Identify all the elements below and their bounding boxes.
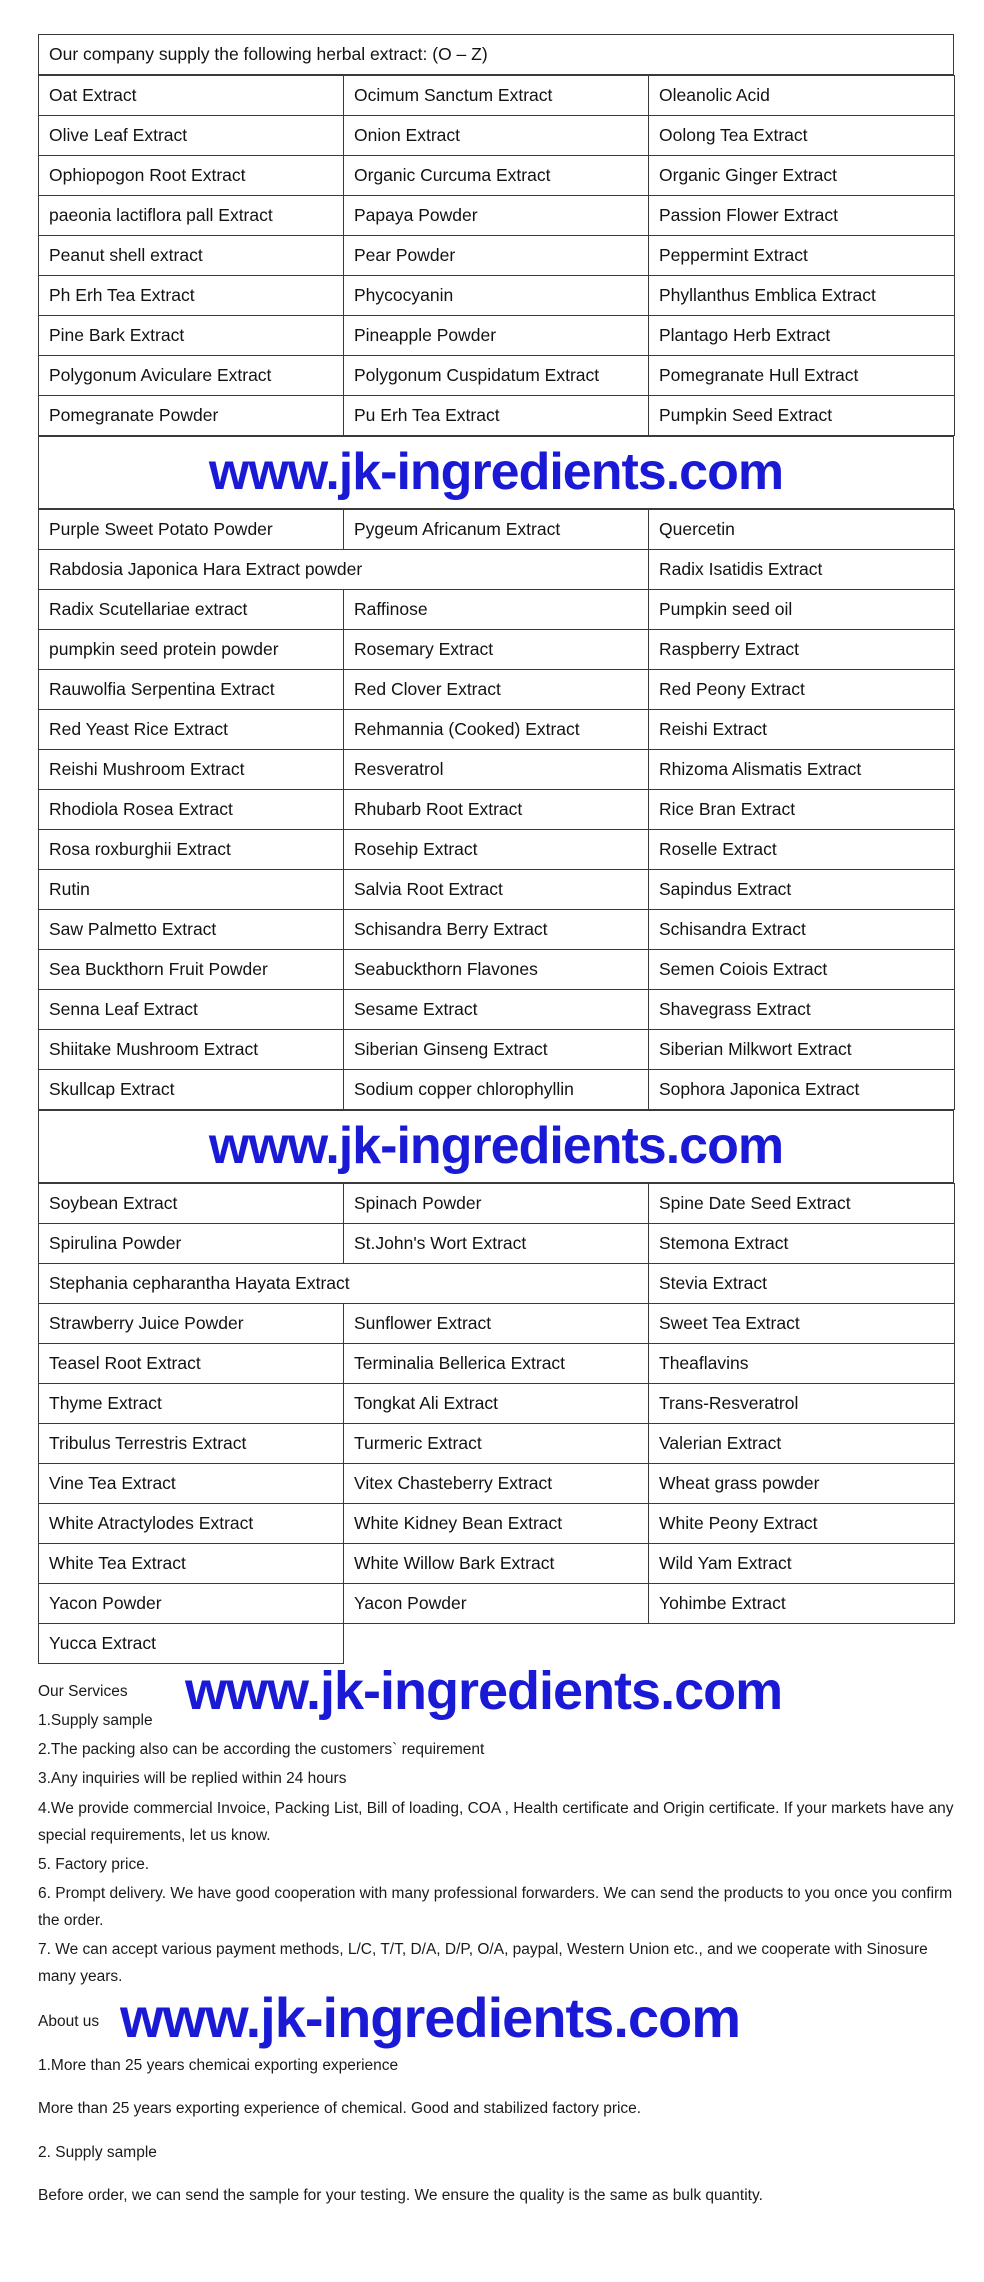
table-row	[39, 1304, 955, 1344]
product-cell: Raspberry Extract	[649, 630, 955, 670]
catalog-title-cell: Our company supply the following herbal extract: (O – Z)	[39, 35, 954, 75]
product-cell: White Willow Bark Extract	[344, 1544, 649, 1584]
product-cell: Wild Yam Extract	[649, 1544, 955, 1584]
product-cell: Spine Date Seed Extract	[649, 1184, 955, 1224]
product-cell: Olive Leaf Extract	[39, 116, 344, 156]
service-item: 5. Factory price.	[38, 1855, 150, 1873]
table-row	[39, 236, 955, 276]
watermark-text: www.jk-ingredients.com	[208, 443, 784, 501]
table-row	[39, 1264, 955, 1304]
product-cell: Senna Leaf Extract	[39, 990, 344, 1030]
product-cell: Pumpkin seed oil	[649, 590, 955, 630]
product-cell: Red Peony Extract	[649, 670, 955, 710]
product-cell: Pomegranate Powder	[39, 396, 344, 436]
table-row	[39, 1184, 955, 1224]
product-cell: White Atractylodes Extract	[39, 1504, 344, 1544]
table-row	[39, 276, 955, 316]
product-cell: Seabuckthorn Flavones	[344, 950, 649, 990]
watermark-cell	[39, 1111, 954, 1183]
service-item: 6. Prompt delivery. We have good cooperation with many professional forwarders. We can send the products to you once you confirm the order.	[38, 1884, 953, 1929]
product-cell: Stevia Extract	[649, 1264, 955, 1304]
product-cell: Thyme Extract	[39, 1384, 344, 1424]
table-row	[39, 1584, 955, 1624]
product-cell: Teasel Root Extract	[39, 1344, 344, 1384]
product-cell: Rutin	[39, 870, 344, 910]
product-cell: Sweet Tea Extract	[649, 1304, 955, 1344]
product-cell: Polygonum Cuspidatum Extract	[344, 356, 649, 396]
product-cell: Shiitake Mushroom Extract	[39, 1030, 344, 1070]
product-cell: Oat Extract	[39, 76, 344, 116]
product-cell: Quercetin	[649, 510, 955, 550]
product-cell: Red Yeast Rice Extract	[39, 710, 344, 750]
catalog-section-3-body	[39, 1184, 955, 1664]
table-row	[39, 790, 955, 830]
empty-cell	[649, 1624, 955, 1664]
table-row	[39, 830, 955, 870]
product-catalog-section-3	[38, 1183, 955, 1664]
product-cell: Yohimbe Extract	[649, 1584, 955, 1624]
empty-cell	[344, 1624, 649, 1664]
product-cell: St.John's Wort Extract	[344, 1224, 649, 1264]
product-cell: Yacon Powder	[39, 1584, 344, 1624]
product-cell: Yucca Extract	[39, 1624, 344, 1664]
table-row	[39, 116, 955, 156]
product-cell: Rhubarb Root Extract	[344, 790, 649, 830]
product-cell: Rosemary Extract	[344, 630, 649, 670]
table-row	[39, 550, 955, 590]
service-item: 4.We provide commercial Invoice, Packing List, Bill of loading, COA , Health certificate and Origin certificate. If your markets have any special requirements, let us know.	[38, 1799, 954, 1844]
product-cell: Stemona Extract	[649, 1224, 955, 1264]
product-cell: Passion Flower Extract	[649, 196, 955, 236]
product-cell: Plantago Herb Extract	[649, 316, 955, 356]
service-item: 2.The packing also can be according the customers` requirement	[38, 1741, 485, 1759]
product-cell: Sapindus Extract	[649, 870, 955, 910]
product-cell: Trans-Resveratrol	[649, 1384, 955, 1424]
product-catalog-section-1	[38, 75, 955, 436]
watermark-band-2	[38, 1110, 954, 1183]
product-cell: Schisandra Berry Extract	[344, 910, 649, 950]
table-row	[39, 1070, 955, 1110]
product-cell: Onion Extract	[344, 116, 649, 156]
product-catalog-table	[38, 34, 954, 75]
table-row	[39, 156, 955, 196]
product-cell: Resveratrol	[344, 750, 649, 790]
our-services-list	[38, 1707, 954, 1990]
table-row	[39, 670, 955, 710]
product-cell: Organic Ginger Extract	[649, 156, 955, 196]
watermark-band-2-body	[39, 1111, 954, 1183]
about-us-section	[38, 2008, 954, 2209]
table-row	[39, 76, 955, 116]
product-cell: Shavegrass Extract	[649, 990, 955, 1030]
table-row	[39, 510, 955, 550]
table-row	[39, 396, 955, 436]
product-cell: Polygonum Aviculare Extract	[39, 356, 344, 396]
product-cell: Pomegranate Hull Extract	[649, 356, 955, 396]
watermark-cell	[39, 437, 954, 509]
table-row	[39, 950, 955, 990]
product-cell: Rhodiola Rosea Extract	[39, 790, 344, 830]
product-cell: Purple Sweet Potato Powder	[39, 510, 344, 550]
table-row	[39, 870, 955, 910]
product-cell: Valerian Extract	[649, 1424, 955, 1464]
product-cell: Rabdosia Japonica Hara Extract powder	[39, 550, 649, 590]
product-cell: Rhizoma Alismatis Extract	[649, 750, 955, 790]
product-cell: Pineapple Powder	[344, 316, 649, 356]
product-cell: Tongkat Ali Extract	[344, 1384, 649, 1424]
table-row	[39, 990, 955, 1030]
watermark-overlay-1: www.jk-ingredients.com	[185, 1661, 783, 1721]
product-cell: Sesame Extract	[344, 990, 649, 1030]
product-cell: pumpkin seed protein powder	[39, 630, 344, 670]
product-cell: Ph Erh Tea Extract	[39, 276, 344, 316]
product-cell: Sophora Japonica Extract	[649, 1070, 955, 1110]
product-cell: Oolong Tea Extract	[649, 116, 955, 156]
product-cell: Sodium copper chlorophyllin	[344, 1070, 649, 1110]
product-cell: Salvia Root Extract	[344, 870, 649, 910]
product-cell: Oleanolic Acid	[649, 76, 955, 116]
about-item: Before order, we can send the sample for your testing. We ensure the quality is the same as bulk quantity.	[38, 2186, 763, 2204]
table-row	[39, 750, 955, 790]
table-row	[39, 316, 955, 356]
product-cell: Pu Erh Tea Extract	[344, 396, 649, 436]
table-row	[39, 1344, 955, 1384]
product-cell: Peppermint Extract	[649, 236, 955, 276]
our-services-heading: Our Services	[38, 1683, 128, 1700]
product-cell: Organic Curcuma Extract	[344, 156, 649, 196]
product-cell: Strawberry Juice Powder	[39, 1304, 344, 1344]
product-cell: Terminalia Bellerica Extract	[344, 1344, 649, 1384]
catalog-section-1-body	[39, 76, 955, 436]
product-cell: Rosehip Extract	[344, 830, 649, 870]
product-cell: White Kidney Bean Extract	[344, 1504, 649, 1544]
product-cell: Stephania cepharantha Hayata Extract	[39, 1264, 649, 1304]
table-row	[39, 630, 955, 670]
table-row	[39, 710, 955, 750]
product-cell: Red Clover Extract	[344, 670, 649, 710]
about-item: More than 25 years exporting experience of chemical. Good and stabilized factory price.	[38, 2100, 642, 2118]
product-cell: Soybean Extract	[39, 1184, 344, 1224]
watermark-overlay-2: www.jk-ingredients.com	[120, 1986, 741, 2049]
table-row	[39, 1624, 955, 1664]
product-cell: Theaflavins	[649, 1344, 955, 1384]
table-row	[39, 356, 955, 396]
watermark-row	[39, 437, 954, 509]
product-cell: Ocimum Sanctum Extract	[344, 76, 649, 116]
product-cell: Siberian Ginseng Extract	[344, 1030, 649, 1070]
table-row	[39, 1464, 955, 1504]
product-cell: Sunflower Extract	[344, 1304, 649, 1344]
table-row	[39, 1424, 955, 1464]
product-cell: Semen Coiois Extract	[649, 950, 955, 990]
watermark-row	[39, 1111, 954, 1183]
watermark-band-1-body	[39, 437, 954, 509]
about-us-heading: About us	[38, 2013, 100, 2031]
product-cell: Spirulina Powder	[39, 1224, 344, 1264]
product-cell: Ophiopogon Root Extract	[39, 156, 344, 196]
product-cell: Rauwolfia Serpentina Extract	[39, 670, 344, 710]
product-cell: paeonia lactiflora pall Extract	[39, 196, 344, 236]
product-cell: Pine Bark Extract	[39, 316, 344, 356]
table-row	[39, 1384, 955, 1424]
product-cell: Vine Tea Extract	[39, 1464, 344, 1504]
product-cell: Vitex Chasteberry Extract	[344, 1464, 649, 1504]
product-catalog-section-2	[38, 509, 955, 1110]
catalog-header-row	[39, 35, 954, 75]
product-cell: White Peony Extract	[649, 1504, 955, 1544]
product-cell: Radix Isatidis Extract	[649, 550, 955, 590]
product-cell: White Tea Extract	[39, 1544, 344, 1584]
table-row	[39, 590, 955, 630]
table-row	[39, 1224, 955, 1264]
service-item: 7. We can accept various payment methods, L/C, T/T, D/A, D/P, O/A, paypal, Western Union etc., and we cooperate with Sinosure many years.	[38, 1941, 928, 1986]
table-row	[39, 910, 955, 950]
product-cell: Yacon Powder	[344, 1584, 649, 1624]
product-cell: Rosa roxburghii Extract	[39, 830, 344, 870]
product-cell: Roselle Extract	[649, 830, 955, 870]
product-cell: Sea Buckthorn Fruit Powder	[39, 950, 344, 990]
catalog-body	[39, 35, 954, 75]
product-cell: Siberian Milkwort Extract	[649, 1030, 955, 1070]
product-cell: Saw Palmetto Extract	[39, 910, 344, 950]
table-row	[39, 196, 955, 236]
product-cell: Pear Powder	[344, 236, 649, 276]
product-cell: Phyllanthus Emblica Extract	[649, 276, 955, 316]
product-cell: Peanut shell extract	[39, 236, 344, 276]
table-row	[39, 1544, 955, 1584]
watermark-band-1	[38, 436, 954, 509]
product-cell: Raffinose	[344, 590, 649, 630]
product-cell: Rice Bran Extract	[649, 790, 955, 830]
product-cell: Skullcap Extract	[39, 1070, 344, 1110]
product-cell: Schisandra Extract	[649, 910, 955, 950]
watermark-text: www.jk-ingredients.com	[208, 1117, 784, 1175]
product-cell: Phycocyanin	[344, 276, 649, 316]
service-item: 3.Any inquiries will be replied within 24 hours	[38, 1770, 347, 1788]
product-cell: Wheat grass powder	[649, 1464, 955, 1504]
catalog-section-2-body	[39, 510, 955, 1110]
table-row	[39, 1504, 955, 1544]
product-cell: Papaya Powder	[344, 196, 649, 236]
product-cell: Radix Scutellariae extract	[39, 590, 344, 630]
product-cell: Reishi Extract	[649, 710, 955, 750]
product-cell: Reishi Mushroom Extract	[39, 750, 344, 790]
product-cell: Pumpkin Seed Extract	[649, 396, 955, 436]
about-us-list	[38, 2052, 954, 2210]
product-cell: Turmeric Extract	[344, 1424, 649, 1464]
product-cell: Tribulus Terrestris Extract	[39, 1424, 344, 1464]
service-item: 1.Supply sample	[38, 1712, 153, 1730]
table-row	[39, 1030, 955, 1070]
product-cell: Pygeum Africanum Extract	[344, 510, 649, 550]
about-item: 1.More than 25 years chemicai exporting experience	[38, 2056, 399, 2074]
our-services-section	[38, 1678, 954, 1990]
product-cell: Spinach Powder	[344, 1184, 649, 1224]
product-cell: Rehmannia (Cooked) Extract	[344, 710, 649, 750]
about-item: 2. Supply sample	[38, 2143, 157, 2161]
